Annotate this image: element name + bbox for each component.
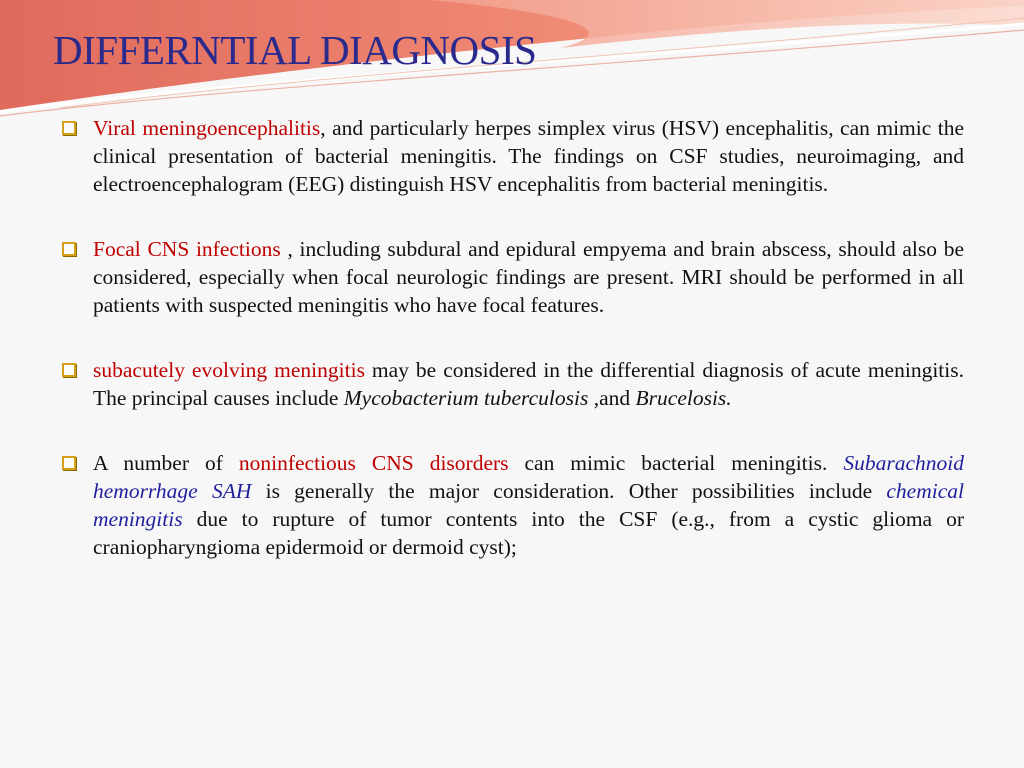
bullet-list	[62, 114, 964, 561]
checkbox-bullet-icon	[62, 363, 76, 377]
bullet-highlight: chemical meningitis	[93, 479, 964, 531]
bullet-text: may be considered in the differential diagnosis of acute meningitis. The principal causes include	[93, 358, 964, 410]
bullet-highlight: subacutely evolving meningitis	[93, 358, 365, 382]
checkbox-bullet-icon	[62, 242, 76, 256]
bullet-highlight: noninfectious CNS disorders	[238, 451, 509, 475]
bullet-highlight: Viral meningoencephalitis	[93, 116, 321, 140]
bullet-highlight: Brucelosis.	[635, 386, 732, 410]
bullet-highlight: Mycobacterium tuberculosis	[343, 386, 589, 410]
bullet-text: is generally the major consideration. Other possibilities include	[251, 479, 887, 503]
bullet-highlight: Subarachnoid hemorrhage SAH	[93, 451, 964, 503]
bullet-item	[62, 449, 964, 561]
checkbox-bullet-icon	[62, 121, 76, 135]
bullet-text: ,and	[588, 386, 636, 410]
bullet-text: due to rupture of tumor contents into the CSF (e.g., from a cystic glioma or craniopharyngioma epidermoid or dermoid cyst);	[93, 507, 964, 559]
bullet-text: A number of	[93, 451, 239, 475]
bullet-text: can mimic bacterial meningitis.	[508, 451, 844, 475]
bullet-text: , and particularly herpes simplex virus (HSV) encephalitis, can mimic the clinical presentation of bacterial meningitis. The findings on CSF studies, neuroimaging, and electroencephalogram (EEG) distinguish HSV encephalitis from bacterial meningitis.	[93, 116, 965, 196]
slide-title: DIFFERNTIAL DIAGNOSIS	[53, 27, 537, 73]
bullet-item	[62, 114, 964, 198]
bullet-text: , including subdural and epidural empyema and brain abscess, should also be considered, especially when focal neurologic findings are present. MRI should be performed in all patients with suspected meningitis who have focal features.	[93, 237, 965, 317]
bullet-item	[62, 235, 964, 319]
bullet-item	[62, 356, 964, 412]
bullet-highlight: Focal CNS infections	[93, 237, 288, 261]
checkbox-bullet-icon	[62, 456, 76, 470]
